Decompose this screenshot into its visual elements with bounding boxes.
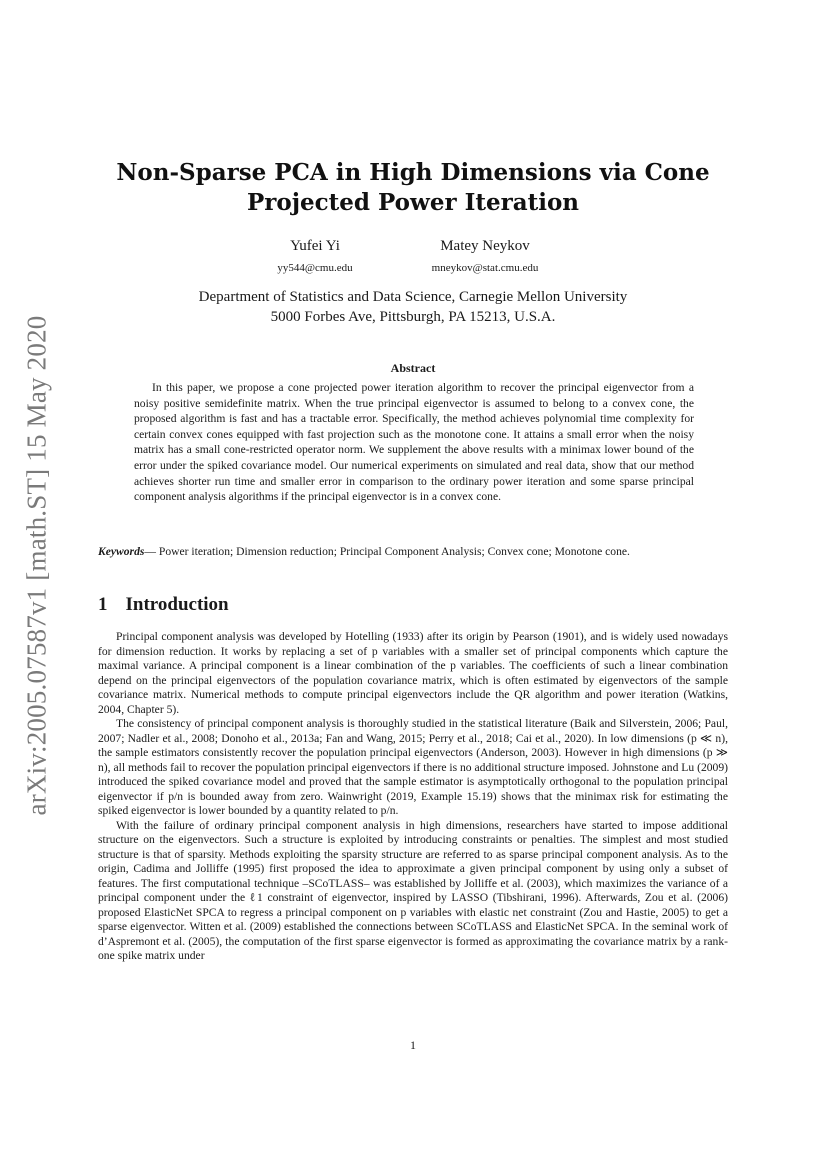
paper-title: Non-Sparse PCA in High Dimensions via Cone Projected Power Iteration <box>116 159 710 216</box>
author-email: mneykov@stat.cmu.edu <box>431 262 539 274</box>
paragraph: Principal component analysis was developed by Hotelling (1933) after its origin by Pearson (1901), and is widely used nowadays for dimension reduction. It works by replacing a set of p variables with a smaller set of principal components which capture the maximal variance. A principal component is a linear combination of the p variables. The coefficients of such a linear combination depend on the principal eigenvectors of the population covariance matrix, which is often estimated by eigenvectors of the sample covariance matrix. Numerical methods to compute principal eigenvectors include the QR algorithm and power iteration (Watkins, 2004, Chapter 5). <box>98 630 728 716</box>
arxiv-identifier: arXiv:2005.07587v1 [math.ST] 15 May 2020 <box>21 315 52 815</box>
section-body <box>98 630 728 964</box>
author-email: yy544@cmu.edu <box>277 262 353 274</box>
affiliation <box>100 287 726 327</box>
keywords-text: — Power iteration; Dimension reduction; Principal Component Analysis; Convex cone; Monotone cone. <box>144 545 630 558</box>
author-block-1 <box>250 236 380 276</box>
author-name: Matey Neykov <box>440 238 530 254</box>
arxiv-side-stamp <box>12 310 62 820</box>
author-name: Yufei Yi <box>290 238 340 254</box>
keywords <box>98 544 728 560</box>
paragraph: With the failure of ordinary principal component analysis in high dimensions, researchers have started to impose additional structure on the eigenvectors. Such a structure is exploited by introducing constraints or penalties. The simplest and most studied structure is that of sparsity. Methods exploiting the sparsity structure are referred to as sparse principal component analysis. As to the origin, Cadima and Jolliffe (1995) first proposed the idea to approximate a given principal component by using only a subset of features. The first computational technique –SCoTLASS– was established by Jolliffe et al. (2003), which maximizes the variance of a principal component under the ℓ1 constraint of eigenvector, inspired by LASSO (Tibshirani, 1996). Afterwards, Zou et al. (2006) proposed ElasticNet SPCA to regress a principal component on p variables with elastic net constraint (Zou and Hastie, 2005) to get a sparse eigenvector. Witten et al. (2009) established the connections between SCoTLASS and ElasticNet SPCA. In the seminal work of d’Aspremont et al. (2005), the computation of the first sparse eigenvector is formed as approximating the covariance matrix by a rank-one spike matrix under <box>98 818 728 962</box>
author-block-2 <box>405 236 565 276</box>
abstract-text: In this paper, we propose a cone projected power iteration algorithm to recover the principal eigenvector from a noisy positive semidefinite matrix. When the true principal eigenvector is assumed to belong to a convex cone, the proposed algorithm is fast and has a tractable error. Specifically, the method achieves polynomial time complexity for certain convex cones equipped with fast projection such as the monotone cone. It attains a small error when the noisy matrix has a small cone-restricted operator norm. We supplement the above results with a minimax lower bound of the error under the spiked covariance model. Our numerical experiments on simulated and real data, show that our method achieves shorter run time and smaller error in comparison to the ordinary power iteration and some sparse principal component analysis algorithms if the principal eigenvector is in a convex cone. <box>134 381 694 504</box>
affiliation-department: Department of Statistics and Data Science, Carnegie Mellon University <box>198 289 628 305</box>
section-title: Introduction <box>125 594 229 615</box>
section-heading <box>98 594 229 616</box>
affiliation-address: 5000 Forbes Ave, Pittsburgh, PA 15213, U.S.A. <box>270 309 556 325</box>
paragraph: The consistency of principal component analysis is thoroughly studied in the statistical literature (Baik and Silverstein, 2006; Paul, 2007; Nadler et al., 2008; Donoho et al., 2013a; Fan and Wang, 2015; Perry et al., 2018; Cai et al., 2020). In low dimensions (p ≪ n), the sample estimators consistently recover the population principal eigenvectors (Anderson, 2003). However in high dimensions (p ≫ n), all methods fail to recover the population principal eigenvectors if there is no additional structure imposed. Johnstone and Lu (2009) introduced the spiked covariance model and proved that the sample estimator is asymptotically orthogonal to the population principal eigenvector if p/n is bounded away from zero. Wainwright (2019, Example 15.19) shows that the minimax risk for estimating the spiked eigenvector is lower bounded by a quantity related to p/n. <box>98 717 728 817</box>
page-number: 1 <box>410 1038 416 1052</box>
section-number: 1 <box>98 594 108 615</box>
abstract-heading: Abstract <box>390 361 436 375</box>
keywords-label: Keywords <box>98 545 145 558</box>
